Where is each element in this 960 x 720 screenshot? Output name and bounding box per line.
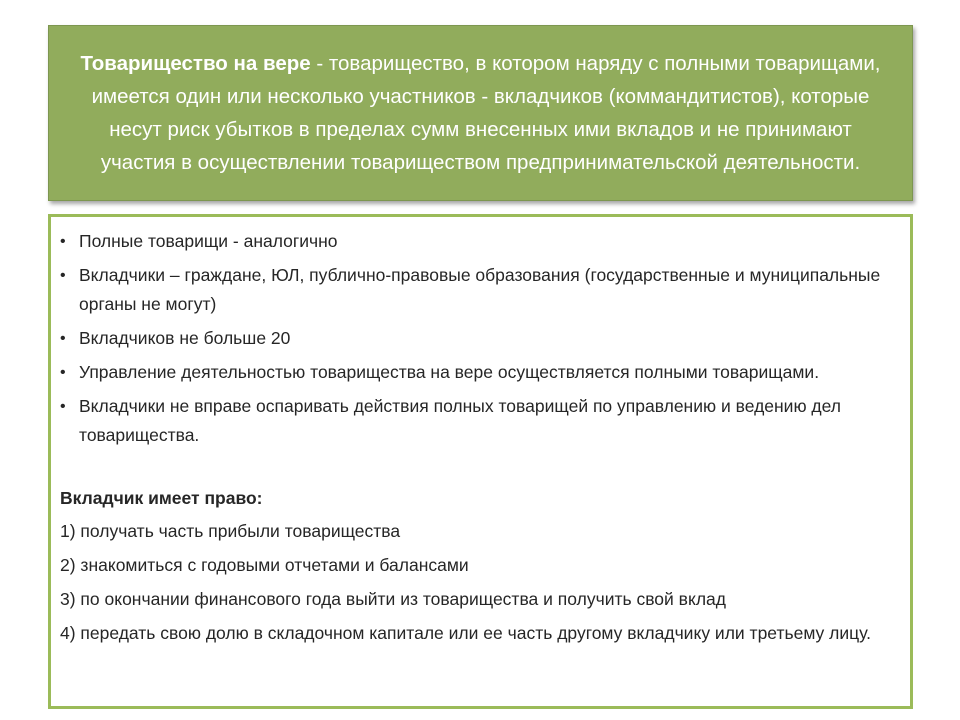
definition-body: - товарищество, в котором наряду с полными товарищами, имеется один или несколько участников - вкладчиков (коммандитистов), которые несут риск убытков в пределах сумм внесенных ими вкладов и не принимают участия в осуществлении товариществом предпринимательской деятельности. [91, 52, 881, 174]
bullet-marker: • [60, 267, 66, 284]
bullet-text: Вкладчики не вправе оспаривать действия полных товарищей по управлению и ведению дел товарищества. [79, 396, 842, 445]
rights-heading: Вкладчик имеет право: [60, 488, 263, 508]
rights-item: 4) передать свою долю в складочном капитале или ее часть другому вкладчику или третьему лицу. [60, 623, 872, 643]
bullet-item [60, 358, 900, 387]
bullet-item [60, 392, 900, 450]
definition-text [79, 47, 882, 179]
bullet-marker: • [60, 398, 66, 415]
rights-item: 2) знакомиться с годовыми отчетами и балансами [60, 555, 469, 575]
bullet-item [60, 227, 900, 256]
definition-banner [48, 25, 913, 201]
bullet-text: Вкладчиков не больше 20 [79, 328, 291, 348]
bullet-text: Управление деятельностью товарищества на вере осуществляется полными товарищами. [79, 362, 820, 382]
rights-list [60, 517, 900, 648]
bullet-marker: • [60, 330, 66, 347]
bullet-marker: • [60, 233, 66, 250]
definition-term: Товарищество на вере [80, 52, 311, 75]
rights-item: 3) по окончании финансового года выйти из товарищества и получить свой вклад [60, 589, 726, 609]
content-panel [48, 214, 913, 709]
bullet-item [60, 324, 900, 353]
bullet-text: Вкладчики – граждане, ЮЛ, публично-правовые образования (государственные и муниципальные органы не могут) [79, 265, 881, 314]
bullet-item [60, 261, 900, 319]
bullet-list [60, 227, 900, 450]
rights-item: 1) получать часть прибыли товарищества [60, 521, 401, 541]
bullet-marker: • [60, 364, 66, 381]
bullet-text: Полные товарищи - аналогично [79, 231, 338, 251]
